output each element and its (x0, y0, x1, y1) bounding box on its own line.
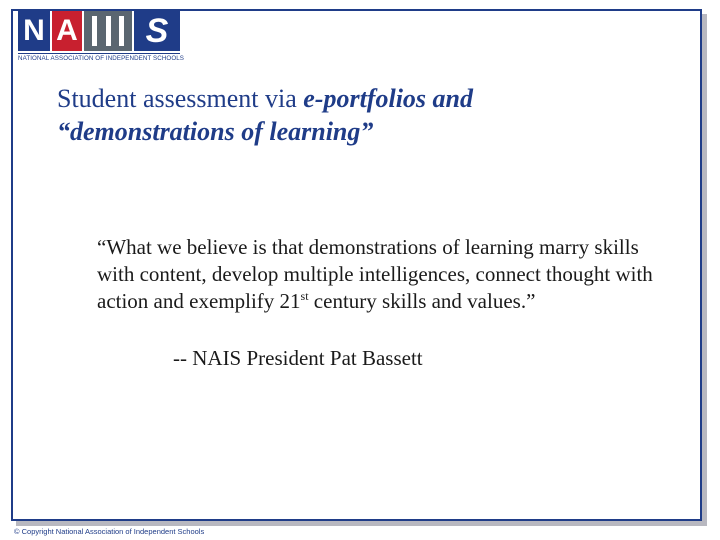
logo-letter-s: S (134, 11, 180, 51)
quote-main: “What we believe is that demonstrations of learning marry skills with content, develop multiple intelligences, connect thought with action and exemplify 21 (97, 235, 653, 313)
logo-bar (119, 16, 124, 46)
logo-letters (18, 11, 180, 51)
quote-text (97, 234, 672, 315)
logo-bars-icon (84, 11, 132, 51)
slide-title (57, 82, 617, 148)
quote-attribution: -- NAIS President Pat Bassett (173, 346, 423, 370)
quote-end: century skills and values.” (308, 289, 536, 313)
quote-superscript: st (300, 289, 309, 303)
title-emphasis-line1: e-portfolios and (303, 84, 473, 113)
nais-logo (18, 11, 185, 62)
title-plain: Student assessment via (57, 84, 304, 113)
title-emphasis-line2: “demonstrations of learning” (57, 117, 374, 146)
logo-bar (106, 16, 111, 46)
logo-caption: NATIONAL ASSOCIATION OF INDEPENDENT SCHOOLS (18, 55, 185, 62)
logo-bar (92, 16, 97, 46)
logo-letter-n: N (18, 11, 50, 51)
copyright-notice: © Copyright National Association of Independent Schools (14, 527, 205, 536)
logo-letter-a: A (52, 11, 82, 51)
